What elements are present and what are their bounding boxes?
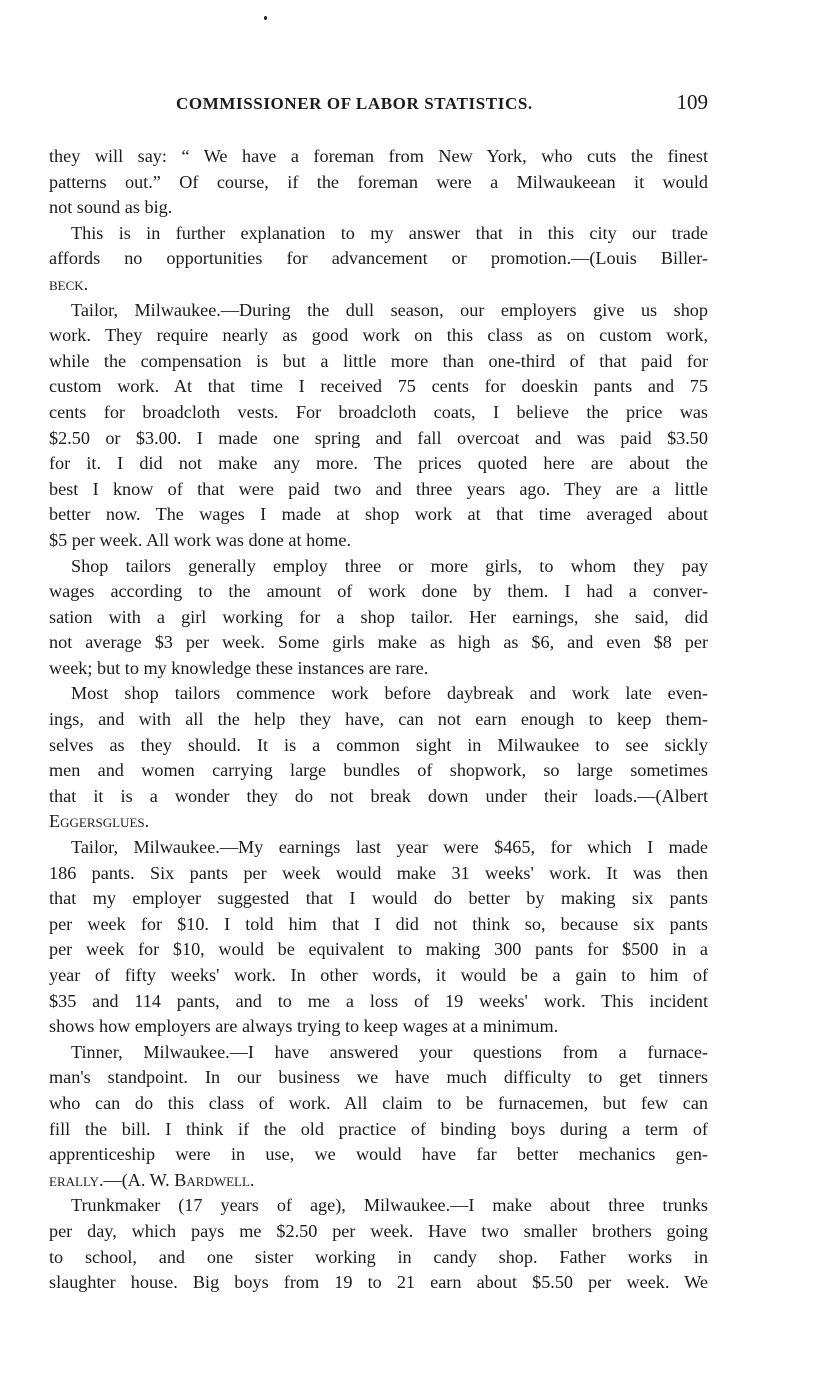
- text-line: best I know of that were paid two and three years ago. They are a little: [49, 478, 708, 499]
- text-line: not sound as big.: [49, 197, 173, 218]
- text-line: wages according to the amount of work done by them. I had a conver-: [49, 581, 708, 602]
- text-line: year of fifty weeks' work. In other words, it would be a gain to him of: [49, 965, 708, 985]
- text-line: per week for $10, would be equivalent to making 300 pants for $500 in a: [49, 939, 708, 960]
- text-line: Shop tailors generally employ three or more girls, to whom they pay: [71, 555, 708, 576]
- text-line: apprenticeship were in use, we would have far better mechanics gen-: [49, 1144, 708, 1165]
- running-title: COMMISSIONER OF LABOR STATISTICS.: [176, 94, 533, 113]
- text-line: man's standpoint. In our business we have much difficulty to get tinners: [49, 1067, 708, 1088]
- text-line: Tinner, Milwaukee.—I have answered your questions from a furnace-: [71, 1041, 708, 1062]
- text-line: slaughter house. Big boys from 19 to 21 earn about $5.50 per week. We: [49, 1272, 708, 1293]
- text-line: patterns out.” Of course, if the foreman were a Milwaukeean it would: [49, 171, 708, 192]
- text-line: Tailor, Milwaukee.—During the dull season, our employers give us shop: [71, 299, 708, 320]
- text-line: shows how employers are always trying to keep wages at a minimum.: [49, 1016, 559, 1037]
- text-line: Trunkmaker (17 years of age), Milwaukee.—I make about three trunks: [71, 1195, 708, 1216]
- text-line: work. They require nearly as good work on this class as on custom work,: [49, 325, 708, 346]
- text-line: Tailor, Milwaukee.—My earnings last year were $465, for which I made: [71, 837, 708, 858]
- text-line: beck.: [49, 273, 89, 294]
- text-line: affords no opportunities for advancement or promotion.—(Louis Biller-: [49, 248, 708, 269]
- page-number: 109: [676, 90, 708, 114]
- text-line: fill the bill. I think if the old practice of binding boys during a term of: [49, 1118, 708, 1139]
- text-line: that my employer suggested that I would do better by making six pants: [49, 888, 708, 909]
- text-line: men and women carrying large bundles of shopwork, so large sometimes: [49, 760, 708, 781]
- text-line: while the compensation is but a little more than one-third of that paid for: [49, 350, 708, 371]
- text-line: per day, which pays me $2.50 per week. Have two smaller brothers going: [49, 1220, 708, 1241]
- text-line: cents for broadcloth vests. For broadcloth coats, I believe the price was: [49, 401, 708, 422]
- page-header: [48, 90, 708, 120]
- text-line: who can do this class of work. All claim to be furnacemen, but few can: [49, 1092, 708, 1113]
- text-line: week; but to my knowledge these instances are rare.: [49, 657, 429, 678]
- text-line: ings, and with all the help they have, can not earn enough to keep them-: [49, 709, 708, 730]
- text-line: for it. I did not make any more. The prices quoted here are about the: [49, 453, 708, 474]
- text-line: Most shop tailors commence work before daybreak and work late even-: [71, 683, 708, 704]
- text-line: erally.—(A. W. Bardwell.: [49, 1169, 255, 1190]
- text-line: custom work. At that time I received 75 cents for doeskin pants and 75: [49, 376, 708, 397]
- text-line: 186 pants. Six pants per week would make 31 weeks' work. It was then: [49, 862, 708, 883]
- text-line: not average $3 per week. Some girls make as high as $6, and even $8 per: [49, 632, 708, 653]
- text-line: they will say: “ We have a foreman from New York, who cuts the finest: [49, 146, 708, 166]
- text-line: $2.50 or $3.00. I made one spring and fall overcoat and was paid $3.50: [49, 427, 708, 448]
- text-line: $35 and 114 pants, and to me a loss of 19 weeks' work. This incident: [49, 990, 708, 1011]
- text-line: selves as they should. It is a common sight in Milwaukee to see sickly: [49, 734, 708, 755]
- text-line: sation with a girl working for a shop tailor. Her earnings, she said, did: [49, 606, 708, 627]
- text-line: Eggersglues.: [49, 811, 150, 832]
- text-line: This is in further explanation to my answer that in this city our trade: [71, 222, 708, 243]
- text-line: that it is a wonder they do not break down under their loads.—(Albert: [49, 785, 708, 806]
- text-line: $5 per week. All work was done at home.: [49, 529, 352, 550]
- text-line: better now. The wages I made at shop work at that time averaged about: [49, 504, 708, 525]
- print-speck: [264, 16, 267, 20]
- text-line: to school, and one sister working in candy shop. Father works in: [49, 1246, 708, 1267]
- text-line: per week for $10. I told him that I did not think so, because six pants: [49, 913, 708, 934]
- body-text: [49, 144, 708, 1296]
